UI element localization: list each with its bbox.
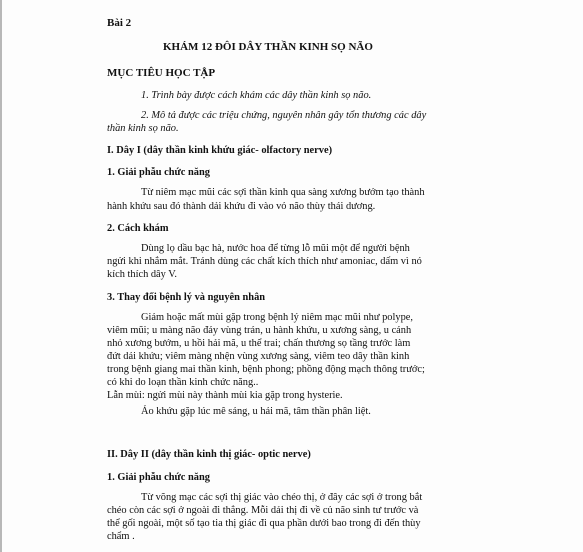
paragraph-line: chéo còn các sợi ở ngoài đi thẳng. Mỗi dải thị đi về củ não sinh tư trước và <box>107 505 419 516</box>
objective-1: 1. Trình bày được cách khám các dây thần kinh sọ não. <box>141 90 372 101</box>
paragraph-line: hành khứu sau đó thành dải khứu đi vào vỏ não thùy thái dương. <box>107 201 376 212</box>
paragraph-line: Từ niêm mạc mũi các sợi thần kinh qua sàng xương bướm tạo thành <box>141 187 425 198</box>
section-1-sub-2-heading: 2. Cách khám <box>107 223 169 234</box>
document-title: KHÁM 12 ĐÔI DÂY THẦN KINH SỌ NÃO <box>163 41 373 53</box>
page-edge <box>0 0 2 552</box>
paragraph-line: viêm mũi; u màng não đáy vùng trán, u hành khứu, u xương sàng, u cánh <box>107 325 412 336</box>
paragraph-line: Ảo khứu gặp lúc mê sảng, u hải mã, tâm thần phân liệt. <box>141 406 371 417</box>
paragraph-line: trong bệnh giang mai thần kinh, bệnh phong; phồng động mạch thông trước; <box>107 364 425 375</box>
paragraph-line: chẩm . <box>107 531 135 542</box>
section-2-sub-1-heading: 1. Giải phẫu chức năng <box>107 472 210 483</box>
paragraph-line: Từ võng mạc các sợi thị giác vào chéo thị, ở đây các sợi ở trong bắt <box>141 492 423 503</box>
paragraph-line: nhỏ xương bướm, u hồi hải mã, u thể trai; chấn thương sọ tầng trước làm <box>107 338 411 349</box>
paragraph-line: Lẫn mùi: ngửi mùi này thành mùi kia gặp trong hysterie. <box>107 390 343 401</box>
objective-2-line-2: thần kinh sọ não. <box>107 123 179 134</box>
objective-2-line-1: 2. Mô tả được các triệu chứng, nguyên nhân gây tổn thương các dây <box>141 110 427 121</box>
section-1-sub-3-heading: 3. Thay đổi bệnh lý và nguyên nhân <box>107 292 266 303</box>
paragraph-line: Dùng lọ dầu bạc hà, nước hoa để từng lỗ mũi một để người bệnh <box>141 243 410 254</box>
paragraph-line: thể gối ngoài, một số tạo tia thị giác đi qua phần dưới bao trong đi đến thùy <box>107 518 421 529</box>
section-1-sub-1-heading: 1. Giải phẫu chức năng <box>107 167 210 178</box>
paragraph-line: đứt dải khứu; viêm màng nhện vùng xương sàng, viêm teo dây thần kinh <box>107 351 410 362</box>
paragraph-line: kích thích dây V. <box>107 269 178 280</box>
paragraph-line: ngửi khi nhắm mắt. Tránh dùng các chất kích thích như amoniac, dấm vì nó <box>107 256 422 267</box>
paragraph-line: có khi do loạn thần kinh chức năng.. <box>107 377 259 388</box>
paragraph-line: Giảm hoặc mất mùi gặp trong bệnh lý niêm mạc mũi như polype, <box>141 312 413 323</box>
lesson-number: Bài 2 <box>107 17 132 29</box>
objectives-heading: MỤC TIÊU HỌC TẬP <box>107 67 216 79</box>
section-2-heading: II. Dây II (dây thần kinh thị giác- optic nerve) <box>107 449 311 460</box>
section-1-heading: I. Dây I (dây thần kinh khứu giác- olfactory nerve) <box>107 145 333 156</box>
